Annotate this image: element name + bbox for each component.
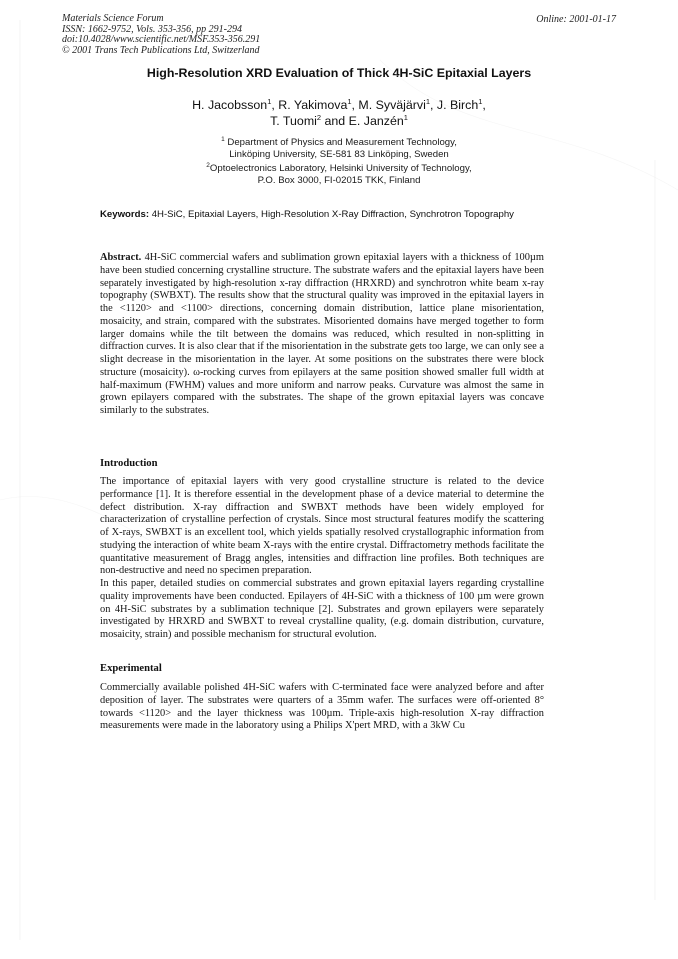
paragraph: Commercially available polished 4H-SiC wafers with C-terminated face were analyzed before and after deposition of layer. The substrates were quarters of a 35mm wafer. The surfaces were off-oriented 8° towards <1120> and the layer thickness was 100µm. Triple-axis high-resolution X-ray diffraction measurements were made in the laboratory using a Philips X'pert MRD, with a 3kW Cu: [100, 682, 544, 732]
author-name: , R. Yakimova: [271, 98, 348, 112]
author-name: H. Jacobsson: [192, 98, 268, 112]
affiliation-1: [0, 137, 678, 162]
affiliation-line: Department of Physics and Measurement Technology,: [227, 137, 457, 148]
affiliation-line: Optoelectronics Laboratory, Helsinki University of Technology,: [209, 163, 472, 174]
keywords: [100, 209, 570, 220]
author-line-2: [0, 113, 678, 129]
affiliation-marker: 2: [316, 113, 322, 122]
abstract-text: 4H-SiC commercial wafers and sublimation grown epitaxial layers with a thickness of 100µm have been studied concerning crystalline structure. The substrate wafers and the epitaxial layers have been separately investigated by high-resolution x-ray diffraction (HRXRD) and synchrotron white beam x-ray topography (SWBXT). The results show that the structural quality was improved in the epitaxial layers in the <1120> and <1100> directions, concerning domain distribution, lattice plane misorientation, mosaicity, and strain, compared with the substrates. Misoriented domains have merged together to form larger domains while the tilt between the domains was reduced, which resulted in non-splitting in diffraction curves. It is also clear that if the misorientation in the substrate gets too large, we can only see a slight decrease in the misorientation in the layer. At some positions on the substrates there were block structure (mosaicity). ω-rocking curves from epilayers at the same position showed smaller full width at half-maximum (FWHM) values and more uniform and narrow peaks. Curvature was almost the same in grown epilayers compared with the substrates. The shape of the grown epitaxial layers was concave similarly to the substrates.: [100, 252, 544, 416]
abstract-label: Abstract.: [100, 252, 142, 263]
journal-name: Materials Science Forum: [62, 13, 164, 24]
citation-header: [62, 14, 442, 56]
affiliation-marker: 1: [425, 97, 431, 106]
paper-title: High-Resolution XRD Evaluation of Thick 4H-SiC Epitaxial Layers: [146, 66, 532, 80]
paragraph: In this paper, detailed studies on commercial substrates and grown epitaxial layers regarding crystalline quality improvements have been conducted. Epilayers of 4H-SiC with a thickness of 100 µm were grown on 4H-SiC substrates by a sublimation technique [2]. Substrates and grown epilayers were separately investigated by HRXRD and SWBXT to reveal crystalline quality, (e.g. domain distribution, curvature, mosaicity, strain) and possible mechanism for structural evolution.: [100, 578, 544, 640]
paragraph: The importance of epitaxial layers with very good crystalline structure is related to the device performance [1]. It is therefore essential in the development phase of a device material to determine the defect distribution. X-ray diffraction and SWBXT methods have been widely employed for characterization of crystalline perfection of crystals. Since most structural features modify the scattering of X-rays, SWBXT is an excellent tool, which yields spatially resolved crystallographic information from studying the interaction of white beam X-rays with the entire crystal. Diffractometry methods facilitate the quantitative measurement of Bragg angles, intensities and diffraction line profiles. Both techniques are non-destructive and need no specimen preparation.: [100, 476, 544, 577]
introduction-heading: Introduction: [100, 458, 158, 469]
author-name: and E. Janzén: [321, 114, 404, 128]
affiliation-number: 2: [206, 162, 210, 169]
issn-line: ISSN: 1662-9752, Vols. 353-356, pp 291-294: [62, 23, 242, 35]
experimental-heading: Experimental: [100, 663, 162, 674]
doi-line: doi:10.4028/www.scientific.net/MSF.353-356.291: [62, 34, 261, 46]
affiliation-line: P.O. Box 3000, FI-02015 TKK, Finland: [257, 175, 421, 187]
affiliation-2: [0, 163, 678, 188]
author-name: , M. Syväjärvi: [351, 98, 426, 112]
affiliation-marker: 1: [478, 97, 483, 106]
experimental-body: [100, 682, 544, 733]
affiliation-marker: 1: [403, 113, 408, 122]
affiliation-line: Linköping University, SE-581 83 Linköping, Sweden: [229, 149, 449, 161]
abstract: [100, 252, 544, 418]
author-line-1: [0, 97, 678, 113]
affiliation-marker: 1: [267, 97, 272, 106]
keywords-label: Keywords:: [100, 209, 150, 220]
author-name: , J. Birch: [430, 98, 479, 112]
author-separator: ,: [482, 98, 486, 112]
keywords-text: 4H-SiC, Epitaxial Layers, High-Resolution X-Ray Diffraction, Synchrotron Topography: [149, 209, 514, 220]
copyright-line: © 2001 Trans Tech Publications Ltd, Switzerland: [62, 44, 260, 56]
author-name: T. Tuomi: [270, 114, 317, 128]
online-date: Online: 2001-01-17: [536, 14, 616, 25]
author-list: [0, 97, 678, 129]
introduction-body: [100, 476, 544, 642]
affiliation-marker: 1: [347, 97, 352, 106]
affiliation-number: 1: [221, 136, 225, 143]
